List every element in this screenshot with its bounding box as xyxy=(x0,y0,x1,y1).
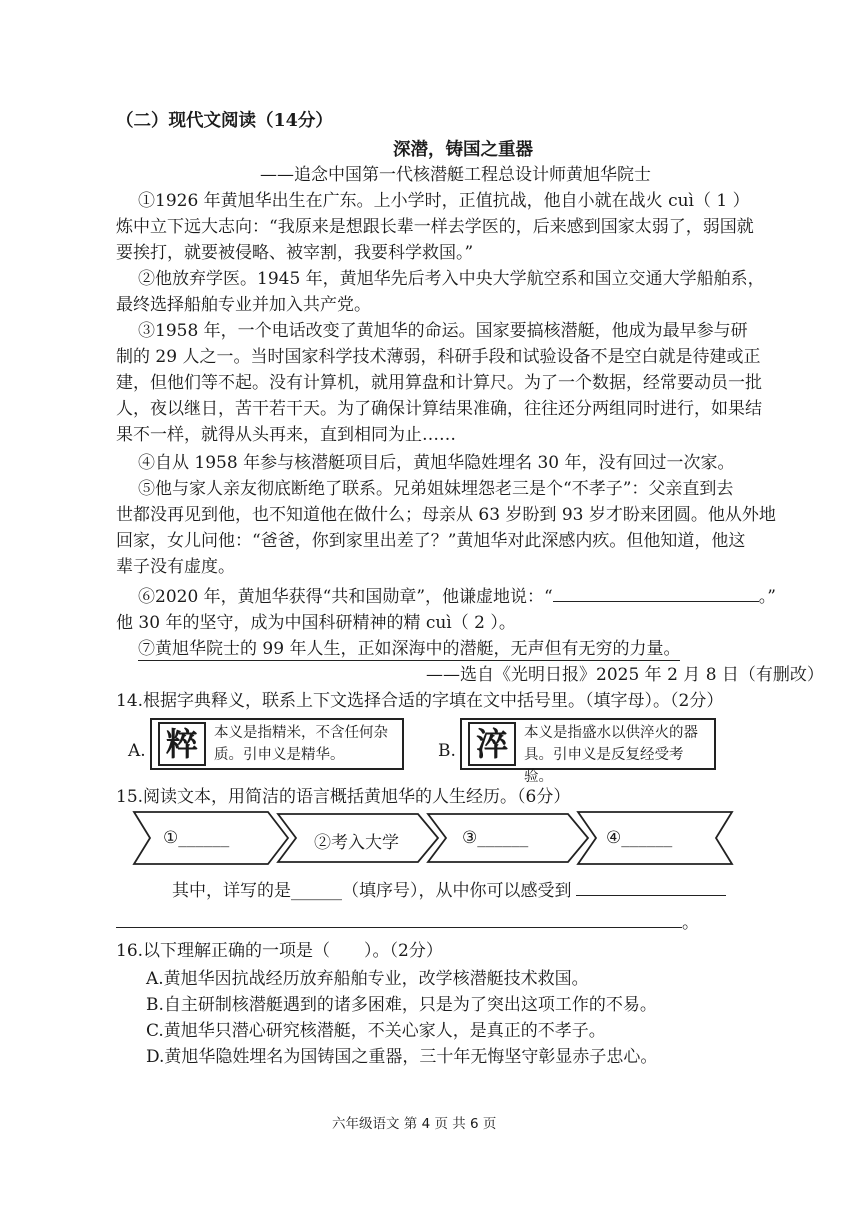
quote-blank[interactable] xyxy=(553,601,759,602)
flow-step-1-label[interactable]: ①______ xyxy=(163,828,230,848)
para-5-line-2: 世都没再见到他，也不知道他在做什么；母亲从 63 岁盼到 93 岁才盼来团圆。他从外地 xyxy=(116,505,776,525)
para-7: ⑦黄旭华院士的 99 年人生，正如深海中的潜艇，无声但有无穷的力量。 xyxy=(138,639,681,659)
para-5-line-4: 辈子没有虚度。 xyxy=(116,557,235,577)
q16-option-d[interactable]: D.黄旭华隐姓埋名为国铸国之重器，三十年无悔坚守彰显赤子忠心。 xyxy=(146,1047,658,1067)
q16-option-b[interactable]: B.自主研制核潜艇遇到的诸多困难，只是为了突出这项工作的不易。 xyxy=(146,995,657,1015)
q15-prompt: 15.阅读文本，用简洁的语言概括黄旭华的人生经历。（6分） xyxy=(116,787,571,807)
q14-option-b-label: B. xyxy=(438,741,456,761)
q14-prompt: 14.根据字典释义，联系上下文选择合适的字填在文中括号里。（填字母）。（2分） xyxy=(116,691,724,711)
q15-line-end: 。 xyxy=(682,913,699,933)
para-4: ④自从 1958 年参与核潜艇项目后，黄旭华隐姓埋名 30 年，没有回过一次家。 xyxy=(138,453,735,473)
page-footer: 六年级语文 第 4 页 共 6 页 xyxy=(332,1116,497,1132)
dict-definition-b: 本义是指盛水以供淬火的器具。引申义是反复经受考验。 xyxy=(524,725,698,785)
para-3-line-1: ③1958 年，一个电话改变了黄旭华的命运。国家要搞核潜艇，他成为最早参与研 xyxy=(138,321,748,341)
section-title: （二）现代文阅读（14分） xyxy=(116,111,333,131)
para-3-line-4: 人，夜以继日，苦干若干天。为了确保计算结果准确，往往还分两组同时进行，如果结 xyxy=(116,399,762,419)
article-subtitle: ——追念中国第一代核潜艇工程总设计师黄旭华院士 xyxy=(260,165,651,185)
flow-step-2-label: ②考入大学 xyxy=(314,833,399,853)
para-3-line-3: 建，但他们等不起。没有计算机，就用算盘和计算尺。为了一个数据，经常要动员一批 xyxy=(116,373,762,393)
flow-step-3-label[interactable]: ③______ xyxy=(462,828,529,848)
para-1-line-3: 要挨打，就要被侵略、被宰割，我要科学救国。” xyxy=(116,243,474,263)
q16-prompt: 16.以下理解正确的一项是（ ）。（2分） xyxy=(116,941,443,961)
para-5-line-1: ⑤他与家人亲友彻底断绝了联系。兄弟姐妹埋怨老三是个“不孝子”：父亲直到去 xyxy=(138,479,734,499)
q14-option-b-box[interactable] xyxy=(460,718,716,785)
dict-char-cui-quench: 淬 xyxy=(468,722,516,766)
para-3-line-5: 果不一样，就得从头再来，直到相同为止…… xyxy=(116,425,456,445)
dict-definition-a: 本义是指精米，不含任何杂质。引申义是精华。 xyxy=(214,725,388,763)
para-1-line-2: 炼中立下远大志向：“我原来是想跟长辈一样去学医的，后来感到国家太弱了，弱国就 xyxy=(116,217,754,237)
q16-option-c[interactable]: C.黄旭华只潜心研究核潜艇，不关心家人，是真正的不孝子。 xyxy=(146,1021,606,1041)
q15-continuation-blank[interactable] xyxy=(116,927,682,928)
para-5-line-3: 回家，女儿问他：“爸爸，你到家里出差了？”黄旭华对此深感内疚。但他知道，他这 xyxy=(116,531,746,551)
q14-option-a-box[interactable] xyxy=(150,718,404,770)
q14-option-a-label: A. xyxy=(128,741,146,761)
para-2-line-2: 最终选择船舶专业并加入共产党。 xyxy=(116,295,371,315)
flow-step-4-label[interactable]: ④______ xyxy=(606,828,673,848)
para-1-line-1: ①1926 年黄旭华出生在广东。上小学时，正值抗战，他自小就在战火 cuì（ 1 ） xyxy=(138,191,750,211)
q16-option-a[interactable]: A.黄旭华因抗战经历放弃船舶专业，改学核潜艇技术救国。 xyxy=(146,969,589,989)
q15-line-a xyxy=(172,880,726,902)
article-source: ——选自《光明日报》2025 年 2 月 8 日（有删改） xyxy=(426,665,824,685)
article-title: 深潜，铸国之重器 xyxy=(393,140,533,160)
para-2-line-1: ②他放弃学医。1945 年，黄旭华先后考入中央大学航空系和国立交通大学船舶系， xyxy=(138,269,765,289)
q15-line-b xyxy=(116,912,699,934)
para-6-end: 。” xyxy=(758,587,776,607)
dict-char-cui-refined: 粹 xyxy=(158,722,206,766)
q15-feeling-blank[interactable] xyxy=(576,895,726,896)
para-6-text: ⑥2020 年，黄旭华获得“共和国勋章”，他谦虚地说：“ xyxy=(138,587,553,607)
para-6-line-1 xyxy=(138,586,776,608)
para-3-line-2: 制的 29 人之一。当时国家科学技术薄弱，科研手段和试验设备不是空白就是待建或正 xyxy=(116,347,761,367)
para-6-line-2: 他 30 年的坚守，成为中国科研精神的精 cuì（ 2 ）。 xyxy=(116,613,516,633)
q15-detail-text: 其中，详写的是______（填序号），从中你可以感受到 xyxy=(172,881,572,901)
